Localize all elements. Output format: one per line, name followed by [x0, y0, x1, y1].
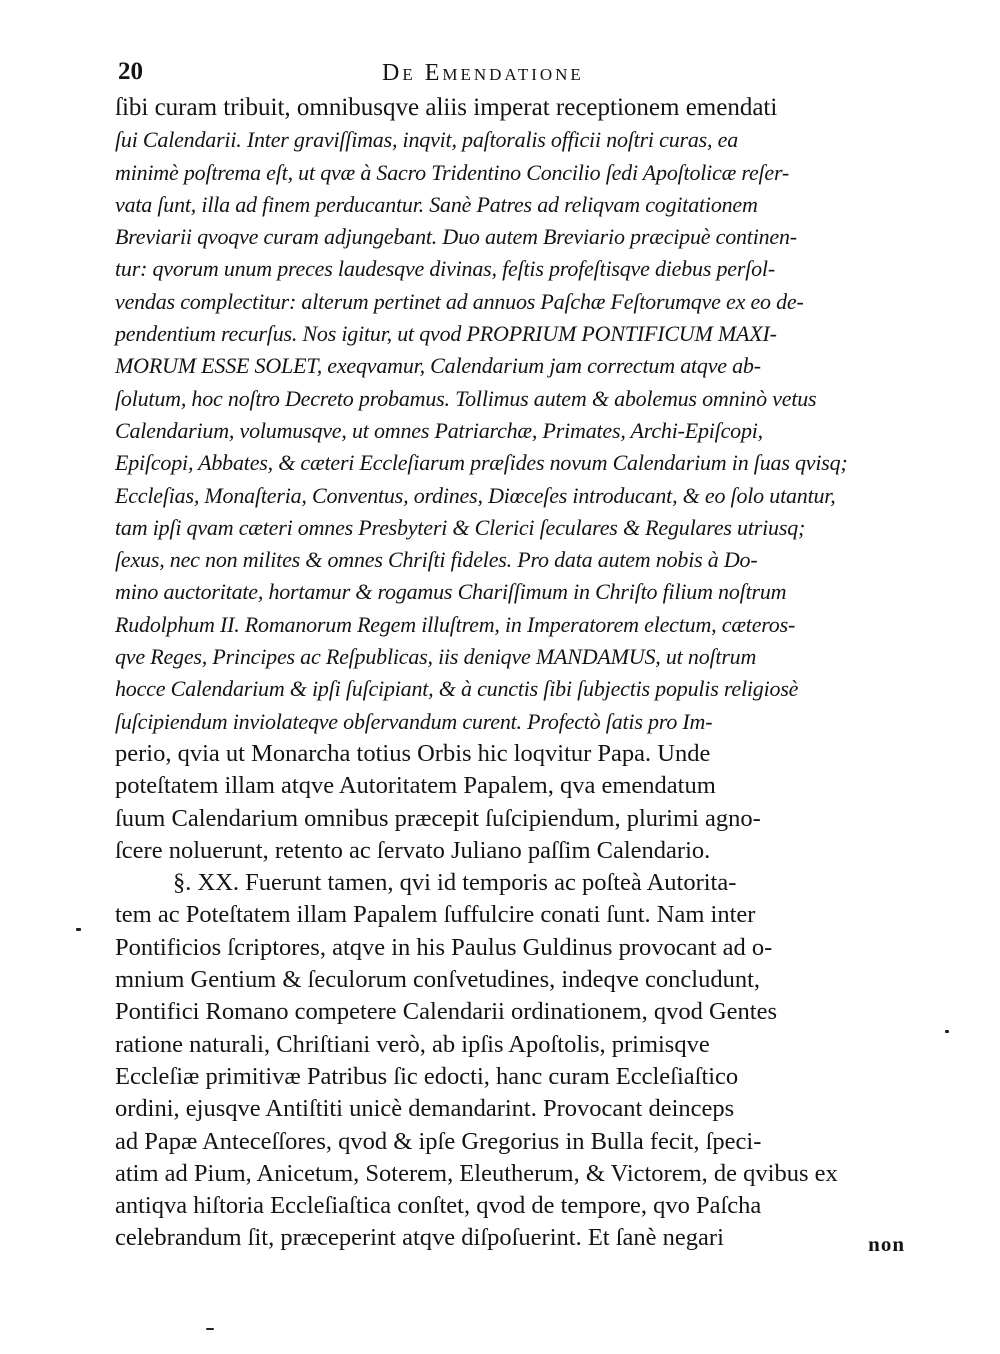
text-line-7: vendas complectitur: alterum pertinet ad annuos Paſchæ Feſtorumqve ex eo de-	[115, 288, 804, 314]
running-title: De Emendatione	[382, 60, 584, 86]
text-line-33: ad Papæ Anteceſſores, qvod & ipſe Gregorius in Bulla fecit, ſpeci-	[115, 1127, 762, 1155]
text-line-22: poteſtatem illam atqve Autoritatem Papalem, qva emendatum	[115, 772, 716, 800]
text-line-17: Rudolphum II. Romanorum Regem illuſtrem, in Imperatorem electum, cæteros-	[115, 611, 796, 637]
text-line-12: Epiſcopi, Abbates, & cæteri Eccleſiarum præſides novum Calendarium in ſuas qvisq;	[115, 450, 848, 476]
text-line-6: tur: qvorum unum preces laudesqve divinas, feſtis profeſtisqve diebus perſol-	[115, 256, 775, 282]
page-number: 20	[118, 58, 143, 85]
ink-speck-right	[945, 1030, 949, 1033]
text-line-31: Eccleſiæ primitivæ Patribus ſic edocti, hanc curam Eccleſiaſtico	[115, 1062, 739, 1090]
text-line-4: vata ſunt, illa ad finem perducantur. Sanè Patres ad reliqvam cogitationem	[115, 191, 758, 217]
text-line-24: ſcere noluerunt, retento ac ſervato Juliano paſſim Calendario.	[115, 836, 711, 864]
text-line-26: tem ac Poteſtatem illam Papalem ſuffulcire conati ſunt. Nam inter	[115, 901, 756, 929]
page-header	[112, 58, 912, 94]
text-line-19: hocce Calendarium & ipſi ſuſcipiant, & à cunctis ſibi ſubjectis populis religiosè	[115, 676, 799, 702]
text-line-16: mino auctoritate, hortamur & rogamus Chariſſimum in Chriſto filium noſtrum	[115, 579, 787, 605]
text-line-9: MORUM ESSE SOLET, exeqvamur, Calendarium jam correctum atqve ab-	[115, 353, 761, 379]
text-line-8: pendentium recurſus. Nos igitur, ut qvod PROPRIUM PONTIFICUM MAXI-	[115, 321, 777, 347]
text-line-3: minimè poſtrema eſt, ut qvæ à Sacro Tridentino Concilio ſedi Apoſtolicæ reſer-	[115, 159, 790, 185]
text-line-10: ſolutum, hoc noſtro Decreto probamus. Tollimus autem & abolemus omninò vetus	[115, 385, 817, 411]
text-line-20: ſuſcipiendum inviolateqve obſervandum curent. Profectò ſatis pro Im-	[115, 708, 713, 734]
text-line-14: tam ipſi qvam cæteri omnes Presbyteri & Clerici ſeculares & Regulares utriusq;	[115, 514, 806, 540]
text-line-11: Calendarium, volumusqve, ut omnes Patriarchæ, Primates, Archi-Epiſcopi,	[115, 417, 763, 443]
body-text	[115, 92, 905, 1255]
text-line-29: Pontifici Romano competere Calendarii ordinationem, qvod Gentes	[115, 998, 778, 1026]
text-line-18: qve Reges, Principes ac Reſpublicas, iis deniqve MANDAMUS, ut noſtrum	[115, 644, 757, 670]
text-line-5: Breviarii qvoqve curam adjungebant. Duo autem Breviario præcipuè continen-	[115, 224, 797, 250]
ink-speck-left	[76, 928, 81, 931]
ink-speck-bottom	[206, 1328, 214, 1330]
text-line-36: celebrandum ſit, præceperint atqve diſpoſuerint. Et ſanè negari	[115, 1224, 724, 1252]
text-line-34: atim ad Pium, Anicetum, Soterem, Eleutherum, & Victorem, de qvibus ex	[115, 1159, 838, 1187]
text-line-27: Pontificios ſcriptores, atqve in his Paulus Guldinus provocant ad o-	[115, 933, 773, 961]
text-line-1: ſibi curam tribuit, omnibusqve aliis imperat receptionem emendati	[115, 94, 778, 121]
text-line-15: ſexus, nec non milites & omnes Chriſti fideles. Pro data autem nobis à Do-	[115, 547, 758, 573]
text-line-32: ordini, ejusqve Antiſtiti unicè demandarint. Provocant deinceps	[115, 1095, 735, 1123]
text-line-35: antiqva hiſtoria Eccleſiaſtica conſtet, qvod de tempore, qvo Paſcha	[115, 1192, 762, 1220]
text-line-13: Eccleſias, Monaſteria, Conventus, ordines, Diœceſes introducant, & eo ſolo utantur,	[115, 482, 836, 508]
text-line-23: ſuum Calendarium omnibus præcepit ſuſcipiendum, plurimi agno-	[115, 804, 761, 832]
text-line-21: perio, qvia ut Monarcha totius Orbis hic loqvitur Papa. Unde	[115, 739, 711, 767]
text-line-2: ſui Calendarii. Inter graviſſimas, inqvit, paſtoralis officii noſtri curas, ea	[115, 127, 739, 153]
text-line-28: mnium Gentium & ſeculorum conſvetudines, indeqve concludunt,	[115, 966, 761, 994]
text-line-30: ratione naturali, Chriſtiani verò, ab ipſis Apoſtolis, primisqve	[115, 1030, 710, 1058]
section-heading-line: §. XX. Fuerunt tamen, qvi id temporis ac poſteà Autorita-	[173, 869, 737, 897]
catchword: non	[868, 1232, 905, 1256]
